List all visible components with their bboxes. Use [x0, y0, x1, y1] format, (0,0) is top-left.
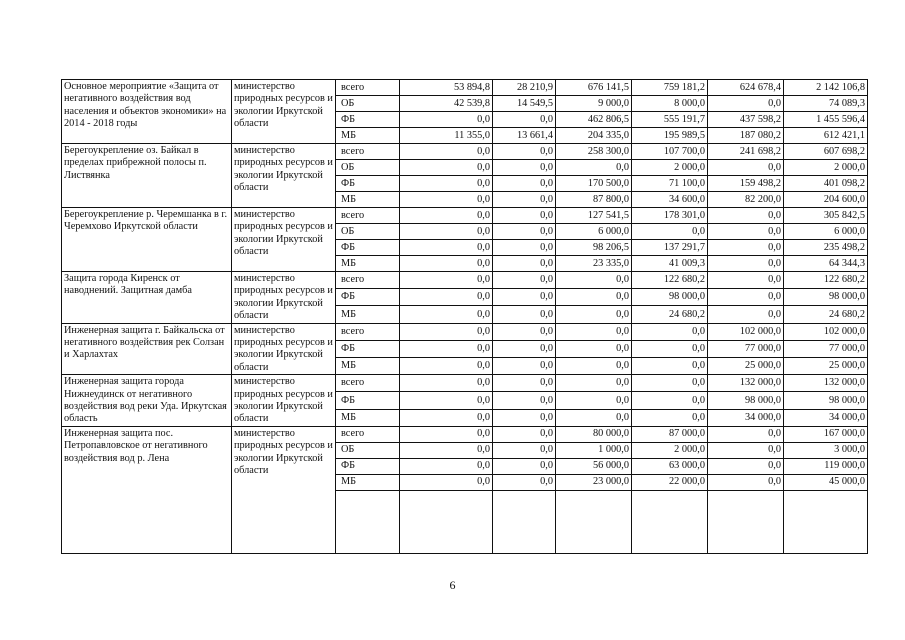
amount-cell: 676 141,5: [556, 80, 632, 96]
amount-cell: 0,0: [493, 392, 556, 409]
amount-cell: 14 549,5: [493, 96, 556, 112]
amount-cell: 0,0: [400, 392, 493, 409]
amount-cell: 71 100,0: [632, 176, 708, 192]
amount-cell: 204 335,0: [556, 128, 632, 144]
amount-cell: 45 000,0: [784, 474, 868, 490]
funding-source: всего: [336, 80, 400, 96]
funding-source: ФБ: [336, 112, 400, 128]
amount-cell: 0,0: [708, 256, 784, 272]
amount-cell: 0,0: [493, 144, 556, 160]
executor-cell: министерство природных ресурсов и экологии Иркутской области: [232, 323, 336, 375]
activity-name: Основное мероприятие «Защита от негативного воздействия вод населения и объектов экономики» на 2014 - 2018 годы: [62, 80, 232, 144]
amount-cell: 0,0: [556, 272, 632, 289]
amount-cell: 0,0: [400, 375, 493, 392]
amount-cell: 0,0: [493, 224, 556, 240]
activity-name: Берегоукрепление р. Черемшанка в г. Черемхово Иркутской области: [62, 208, 232, 272]
empty-cell: [708, 490, 784, 553]
empty-cell: [784, 490, 868, 553]
amount-cell: 77 000,0: [708, 340, 784, 357]
executor-cell: министерство природных ресурсов и экологии Иркутской области: [232, 375, 336, 427]
amount-cell: 2 000,0: [632, 160, 708, 176]
funding-source: ФБ: [336, 289, 400, 306]
amount-cell: 107 700,0: [632, 144, 708, 160]
amount-cell: 178 301,0: [632, 208, 708, 224]
amount-cell: 63 000,0: [632, 458, 708, 474]
table-row: [62, 375, 868, 392]
amount-cell: 0,0: [400, 474, 493, 490]
amount-cell: 170 500,0: [556, 176, 632, 192]
empty-cell: [336, 490, 400, 553]
amount-cell: 0,0: [493, 160, 556, 176]
amount-cell: 2 000,0: [632, 442, 708, 458]
amount-cell: 80 000,0: [556, 426, 632, 442]
amount-cell: 0,0: [493, 192, 556, 208]
amount-cell: 437 598,2: [708, 112, 784, 128]
amount-cell: 119 000,0: [784, 458, 868, 474]
amount-cell: 0,0: [400, 289, 493, 306]
amount-cell: 0,0: [708, 160, 784, 176]
amount-cell: 0,0: [400, 144, 493, 160]
funding-source: МБ: [336, 409, 400, 426]
amount-cell: 102 000,0: [784, 323, 868, 340]
amount-cell: 122 680,2: [632, 272, 708, 289]
amount-cell: 23 000,0: [556, 474, 632, 490]
funding-source: МБ: [336, 128, 400, 144]
amount-cell: 0,0: [400, 340, 493, 357]
amount-cell: 0,0: [400, 458, 493, 474]
amount-cell: 0,0: [493, 474, 556, 490]
funding-source: МБ: [336, 192, 400, 208]
amount-cell: 0,0: [632, 392, 708, 409]
amount-cell: 0,0: [400, 176, 493, 192]
amount-cell: 0,0: [708, 224, 784, 240]
amount-cell: 0,0: [493, 256, 556, 272]
amount-cell: 28 210,9: [493, 80, 556, 96]
funding-source: ОБ: [336, 442, 400, 458]
amount-cell: 0,0: [556, 375, 632, 392]
amount-cell: 0,0: [556, 392, 632, 409]
amount-cell: 34 600,0: [632, 192, 708, 208]
funding-source: МБ: [336, 474, 400, 490]
amount-cell: 258 300,0: [556, 144, 632, 160]
amount-cell: 0,0: [708, 272, 784, 289]
amount-cell: 25 000,0: [708, 358, 784, 375]
amount-cell: 8 000,0: [632, 96, 708, 112]
amount-cell: 0,0: [400, 272, 493, 289]
funding-source: ФБ: [336, 340, 400, 357]
amount-cell: 74 089,3: [784, 96, 868, 112]
amount-cell: 1 455 596,4: [784, 112, 868, 128]
funding-source: ФБ: [336, 458, 400, 474]
funding-source: всего: [336, 426, 400, 442]
amount-cell: 0,0: [632, 375, 708, 392]
amount-cell: 0,0: [556, 289, 632, 306]
amount-cell: 607 698,2: [784, 144, 868, 160]
amount-cell: 0,0: [556, 160, 632, 176]
funding-source: МБ: [336, 306, 400, 323]
amount-cell: 0,0: [708, 458, 784, 474]
amount-cell: 0,0: [556, 340, 632, 357]
amount-cell: 241 698,2: [708, 144, 784, 160]
amount-cell: 0,0: [556, 323, 632, 340]
executor-cell: министерство природных ресурсов и экологии Иркутской области: [232, 208, 336, 272]
amount-cell: 0,0: [493, 442, 556, 458]
amount-cell: 2 142 106,8: [784, 80, 868, 96]
amount-cell: 0,0: [493, 306, 556, 323]
amount-cell: 98 000,0: [632, 289, 708, 306]
amount-cell: 0,0: [400, 224, 493, 240]
table-row: [62, 144, 868, 160]
amount-cell: 195 989,5: [632, 128, 708, 144]
amount-cell: 0,0: [708, 96, 784, 112]
amount-cell: 0,0: [632, 358, 708, 375]
amount-cell: 235 498,2: [784, 240, 868, 256]
funding-source: ОБ: [336, 96, 400, 112]
activity-name: Инженерная защита г. Байкальска от негативного воздействия рек Солзан и Харлахтах: [62, 323, 232, 375]
executor-cell: министерство природных ресурсов и экологии Иркутской области: [232, 426, 336, 553]
empty-cell: [400, 490, 493, 553]
amount-cell: 624 678,4: [708, 80, 784, 96]
amount-cell: 132 000,0: [784, 375, 868, 392]
amount-cell: 0,0: [556, 358, 632, 375]
funding-source: ОБ: [336, 160, 400, 176]
funding-source: всего: [336, 375, 400, 392]
amount-cell: 98 206,5: [556, 240, 632, 256]
amount-cell: 167 000,0: [784, 426, 868, 442]
amount-cell: 0,0: [493, 176, 556, 192]
amount-cell: 132 000,0: [708, 375, 784, 392]
amount-cell: 0,0: [632, 409, 708, 426]
executor-cell: министерство природных ресурсов и экологии Иркутской области: [232, 272, 336, 324]
amount-cell: 25 000,0: [784, 358, 868, 375]
amount-cell: 187 080,2: [708, 128, 784, 144]
amount-cell: 0,0: [708, 289, 784, 306]
funding-source: всего: [336, 272, 400, 289]
amount-cell: 0,0: [708, 208, 784, 224]
amount-cell: 0,0: [400, 409, 493, 426]
amount-cell: 305 842,5: [784, 208, 868, 224]
amount-cell: 64 344,3: [784, 256, 868, 272]
amount-cell: 0,0: [400, 426, 493, 442]
amount-cell: 612 421,1: [784, 128, 868, 144]
amount-cell: 0,0: [400, 240, 493, 256]
amount-cell: 0,0: [632, 224, 708, 240]
funding-source: МБ: [336, 256, 400, 272]
amount-cell: 204 600,0: [784, 192, 868, 208]
amount-cell: 0,0: [400, 208, 493, 224]
table-row: [62, 80, 868, 96]
amount-cell: 0,0: [400, 112, 493, 128]
amount-cell: 462 806,5: [556, 112, 632, 128]
executor-cell: министерство природных ресурсов и экологии Иркутской области: [232, 80, 336, 144]
amount-cell: 3 000,0: [784, 442, 868, 458]
amount-cell: 87 000,0: [632, 426, 708, 442]
amount-cell: 87 800,0: [556, 192, 632, 208]
amount-cell: 23 335,0: [556, 256, 632, 272]
amount-cell: 0,0: [493, 323, 556, 340]
amount-cell: 0,0: [400, 358, 493, 375]
table-row: [62, 208, 868, 224]
amount-cell: 6 000,0: [784, 224, 868, 240]
amount-cell: 98 000,0: [784, 392, 868, 409]
amount-cell: 53 894,8: [400, 80, 493, 96]
amount-cell: 0,0: [556, 409, 632, 426]
amount-cell: 0,0: [708, 474, 784, 490]
amount-cell: 24 680,2: [784, 306, 868, 323]
amount-cell: 0,0: [400, 442, 493, 458]
amount-cell: 0,0: [493, 409, 556, 426]
table-row: [62, 426, 868, 442]
amount-cell: 0,0: [400, 192, 493, 208]
funding-source: ФБ: [336, 240, 400, 256]
activity-name: Защита города Киренск от наводнений. Защитная дамба: [62, 272, 232, 324]
amount-cell: 34 000,0: [708, 409, 784, 426]
funding-source: ФБ: [336, 392, 400, 409]
amount-cell: 98 000,0: [708, 392, 784, 409]
amount-cell: 22 000,0: [632, 474, 708, 490]
page-number: 6: [449, 578, 456, 592]
amount-cell: 0,0: [708, 442, 784, 458]
activity-name: Инженерная защита пос. Петропавловское от негативного воздействия вод р. Лена: [62, 426, 232, 553]
amount-cell: 0,0: [400, 306, 493, 323]
amount-cell: 0,0: [632, 323, 708, 340]
table-row: [62, 272, 868, 289]
amount-cell: 41 009,3: [632, 256, 708, 272]
amount-cell: 42 539,8: [400, 96, 493, 112]
funding-source: всего: [336, 323, 400, 340]
amount-cell: 0,0: [400, 256, 493, 272]
amount-cell: 0,0: [708, 240, 784, 256]
empty-cell: [493, 490, 556, 553]
empty-cell: [556, 490, 632, 553]
amount-cell: 0,0: [493, 289, 556, 306]
amount-cell: 555 191,7: [632, 112, 708, 128]
amount-cell: 102 000,0: [708, 323, 784, 340]
table-row: [62, 323, 868, 340]
amount-cell: 0,0: [493, 272, 556, 289]
activity-name: Берегоукрепление оз. Байкал в пределах прибрежной полосы п. Листвянка: [62, 144, 232, 208]
amount-cell: 159 498,2: [708, 176, 784, 192]
funding-source: МБ: [336, 358, 400, 375]
amount-cell: 127 541,5: [556, 208, 632, 224]
amount-cell: 24 680,2: [632, 306, 708, 323]
amount-cell: 98 000,0: [784, 289, 868, 306]
funding-source: всего: [336, 208, 400, 224]
amount-cell: 2 000,0: [784, 160, 868, 176]
amount-cell: 13 661,4: [493, 128, 556, 144]
amount-cell: 6 000,0: [556, 224, 632, 240]
amount-cell: 0,0: [493, 340, 556, 357]
amount-cell: 9 000,0: [556, 96, 632, 112]
amount-cell: 137 291,7: [632, 240, 708, 256]
amount-cell: 56 000,0: [556, 458, 632, 474]
amount-cell: 34 000,0: [784, 409, 868, 426]
amount-cell: 82 200,0: [708, 192, 784, 208]
amount-cell: 0,0: [493, 240, 556, 256]
executor-cell: министерство природных ресурсов и экологии Иркутской области: [232, 144, 336, 208]
funding-source: ОБ: [336, 224, 400, 240]
amount-cell: 0,0: [400, 160, 493, 176]
funding-source: ФБ: [336, 176, 400, 192]
amount-cell: 0,0: [493, 426, 556, 442]
amount-cell: 0,0: [400, 323, 493, 340]
empty-cell: [632, 490, 708, 553]
amount-cell: 0,0: [493, 208, 556, 224]
amount-cell: 11 355,0: [400, 128, 493, 144]
activity-name: Инженерная защита города Нижнеудинск от негативного воздействия вод реки Уда. Иркутская область: [62, 375, 232, 427]
funding-source: всего: [336, 144, 400, 160]
amount-cell: 0,0: [493, 375, 556, 392]
amount-cell: 0,0: [493, 358, 556, 375]
budget-table: [61, 79, 868, 554]
amount-cell: 0,0: [708, 306, 784, 323]
amount-cell: 0,0: [708, 426, 784, 442]
amount-cell: 0,0: [493, 458, 556, 474]
amount-cell: 401 098,2: [784, 176, 868, 192]
amount-cell: 122 680,2: [784, 272, 868, 289]
amount-cell: 759 181,2: [632, 80, 708, 96]
amount-cell: 1 000,0: [556, 442, 632, 458]
amount-cell: 0,0: [556, 306, 632, 323]
amount-cell: 0,0: [632, 340, 708, 357]
amount-cell: 0,0: [493, 112, 556, 128]
amount-cell: 77 000,0: [784, 340, 868, 357]
